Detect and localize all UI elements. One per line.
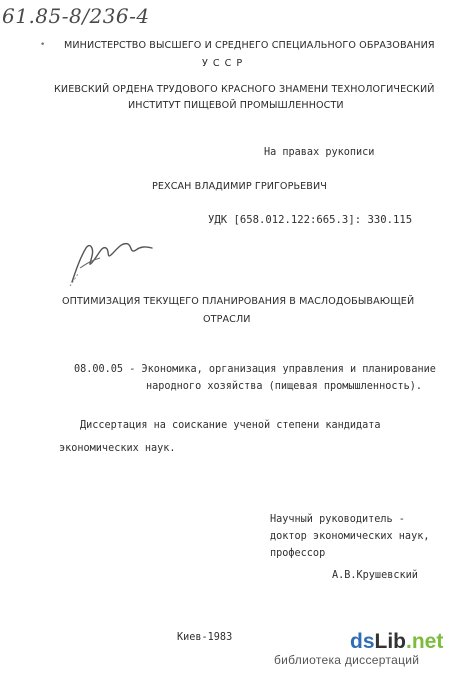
watermark-logo-lib: Lib <box>374 630 407 653</box>
supervisor-line-1: Научный руководитель - <box>270 514 405 525</box>
watermark-logo-ds: ds <box>350 630 375 653</box>
dissertation-title-line-1: ОПТИМИЗАЦИЯ ТЕКУЩЕГО ПЛАНИРОВАНИЯ В МАСЛОДОБЫВАЮЩЕЙ <box>62 296 415 307</box>
corner-mark: • <box>40 40 46 50</box>
supervisor-name: А.В.Крушевский <box>332 570 418 581</box>
specialty-line-1: 08.00.05 - Экономика, организация управления и планирование <box>74 364 436 375</box>
city-year: Киев-1983 <box>177 632 233 643</box>
watermark-logo-net: .net <box>406 630 444 653</box>
ministry-heading: МИНИСТЕРСТВО ВЫСШЕГО И СРЕДНЕГО СПЕЦИАЛЬНОГО ОБРАЗОВАНИЯ <box>64 40 435 51</box>
author-name: РЕХСАН ВЛАДИМИР ГРИГОРЬЕВИЧ <box>152 181 327 192</box>
dissertation-title-line-2: ОТРАСЛИ <box>203 314 251 325</box>
signature-image <box>66 224 158 288</box>
manuscript-rights: На правах рукописи <box>264 147 375 158</box>
supervisor-line-2: доктор экономических наук, <box>270 531 430 542</box>
specialty-line-2: народного хозяйства (пищевая промышленность). <box>146 381 423 392</box>
country-heading: У С С Р <box>202 58 244 69</box>
watermark-logo <box>350 630 443 654</box>
institute-line-2: ИНСТИТУТ ПИЩЕВОЙ ПРОМЫШЛЕННОСТИ <box>128 100 344 111</box>
handwritten-archive-code: 61.85-8/236-4 <box>2 4 150 28</box>
institute-line-1: КИЕВСКИЙ ОРДЕНА ТРУДОВОГО КРАСНОГО ЗНАМЕНИ ТЕХНОЛОГИЧЕСКИЙ <box>54 84 435 95</box>
udk-code: УДК [658.012.122:665.3]: 330.115 <box>208 214 413 226</box>
supervisor-line-3: профессор <box>270 548 326 559</box>
watermark-tagline: библиотека диссертаций <box>274 653 420 667</box>
dissertation-degree-line-2: экономических наук. <box>59 443 176 454</box>
dissertation-degree-line-1: Диссертация на соискание ученой степени кандидата <box>80 420 381 431</box>
